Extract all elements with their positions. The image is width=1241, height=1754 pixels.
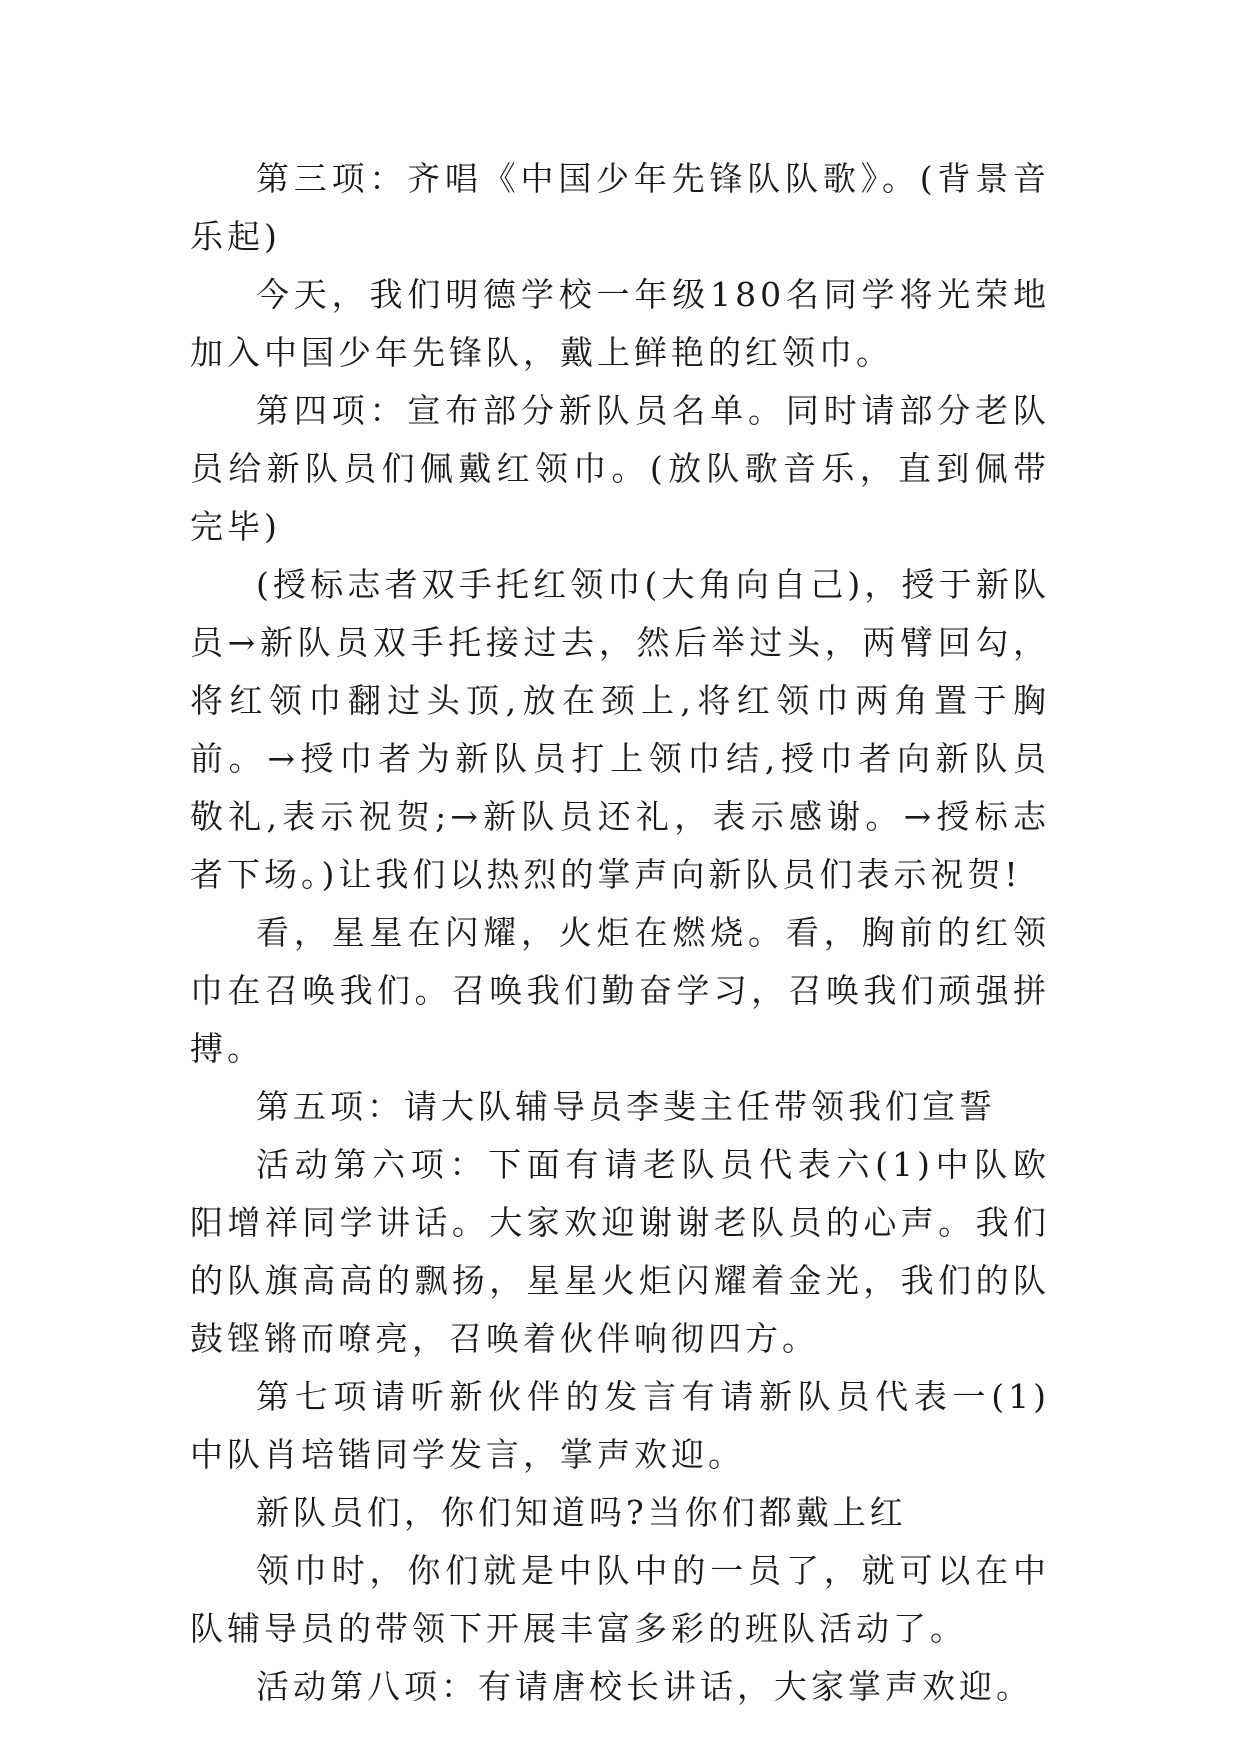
paragraph: 第五项：请大队辅导员李斐主任带领我们宣誓: [256, 1087, 996, 1126]
paragraph: 领巾时，你们就是中队中的一员了，就可以在中队辅导员的带领下开展丰富多彩的班队活动了。: [190, 1551, 1050, 1648]
paragraph: 第七项请听新伙伴的发言有请新队员代表一(1)中队肖培锴同学发言，掌声欢迎。: [190, 1377, 1050, 1474]
paragraph: 活动第八项：有请唐校长讲话，大家掌声欢迎。: [256, 1667, 1033, 1706]
paragraph: 第三项：齐唱《中国少年先锋队队歌》。(背景音乐起): [190, 159, 1050, 256]
paragraph: (授标志者双手托红领巾(大角向自己)，授于新队员→新队员双手托接过去，然后举过头，两臂回勾，将红领巾翻过头顶,放在颈上,将红领巾两角置于胸前。→授巾者为新队员打上领巾结,授巾者向新队员敬礼,表示祝贺;→新队员还礼，表示感谢。→授标志者下场。)让我们以热烈的掌声向新队员们表示祝贺!: [190, 565, 1050, 894]
paragraph: 新队员们，你们知道吗?当你们都戴上红: [256, 1493, 907, 1532]
document-body: [190, 150, 1050, 1716]
paragraph: 看，星星在闪耀，火炬在燃烧。看，胸前的红领巾在召唤我们。召唤我们勤奋学习，召唤我们顽强拼搏。: [190, 913, 1050, 1068]
paragraph: 今天，我们明德学校一年级180名同学将光荣地加入中国少年先锋队，戴上鲜艳的红领巾。: [190, 275, 1050, 372]
paragraph: 第四项：宣布部分新队员名单。同时请部分老队员给新队员们佩戴红领巾。(放队歌音乐，直到佩带完毕): [190, 391, 1050, 546]
paragraph: 活动第六项：下面有请老队员代表六(1)中队欧阳增祥同学讲话。大家欢迎谢谢老队员的心声。我们的队旗高高的飘扬，星星火炬闪耀着金光，我们的队鼓铿锵而嘹亮，召唤着伙伴响彻四方。: [190, 1145, 1050, 1358]
